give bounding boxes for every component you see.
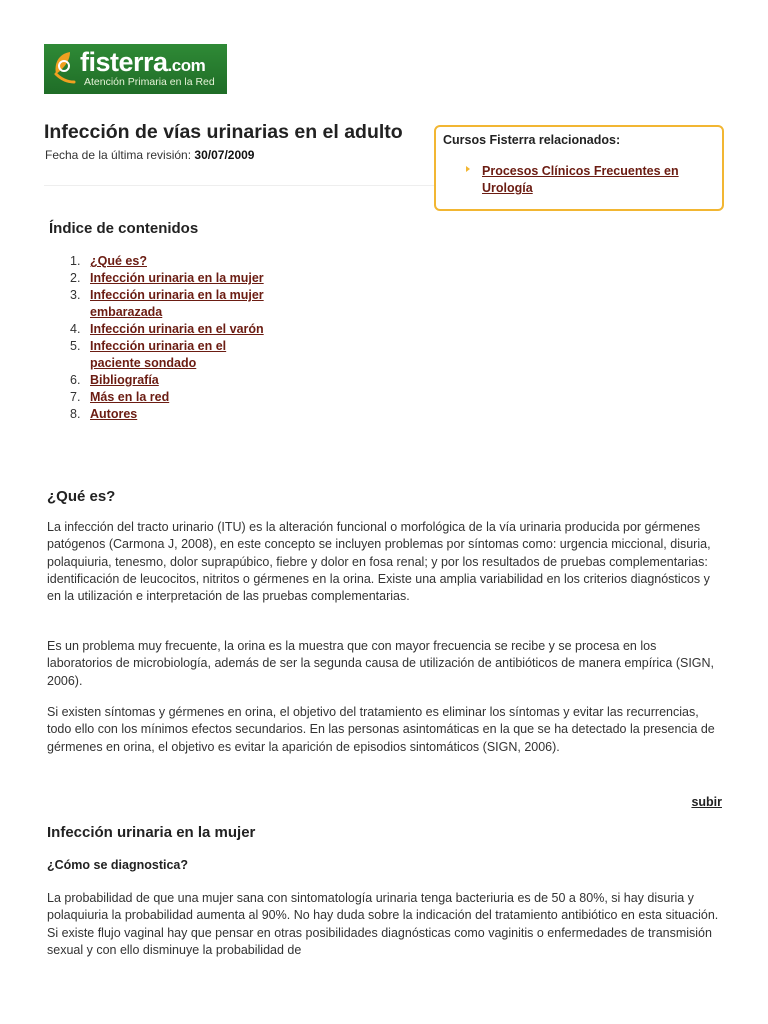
title-divider	[44, 185, 444, 186]
toc-item	[70, 287, 270, 321]
toc-item	[70, 270, 270, 287]
paragraph-frequency: Es un problema muy frecuente, la orina es la muestra que con mayor frecuencia se recibe y se procesa en los laboratorios de microbiología, además de ser la segunda causa de utilización de antibióticos de manera empírica (SIGN, 2006).	[47, 639, 715, 688]
toc-item	[70, 372, 270, 389]
toc-link-embarazada[interactable]: Infección urinaria en la mujer embarazada	[90, 288, 264, 319]
page-title: Infección de vías urinarias en el adulto	[44, 121, 403, 143]
review-date	[45, 148, 254, 162]
toc-item	[70, 406, 270, 423]
paragraph-diagnostico: La probabilidad de que una mujer sana con sintomatología urinaria tenga bacteriuria es de 50 a 80%, si hay disuria y polaquiuria la probabilidad aumenta al 90%. No hay duda sobre la indicación del tratamiento antibiótico en esta situación. Si existe flujo vaginal hay que pensar en otras posibilidades diagnósticas como vaginitis o enfermedades de transmisión sexual y con ello disminuye la probabilidad de	[47, 891, 719, 957]
toc-number: 3.	[70, 288, 81, 302]
toc-number: 6.	[70, 373, 81, 387]
logo-name: fisterra	[80, 47, 168, 77]
bullet-arrow-icon	[466, 166, 470, 172]
toc-link-mas-en-la-red[interactable]: Más en la red	[90, 390, 170, 404]
toc-number: 8.	[70, 407, 81, 421]
toc-number: 4.	[70, 322, 81, 336]
logo-domain-suffix: .com	[167, 56, 206, 75]
course-link-urologia[interactable]: Procesos Clínicos Frecuentes en Urología	[482, 164, 679, 195]
subheading-diagnostico: ¿Cómo se diagnostica?	[47, 858, 188, 872]
toc-number: 2.	[70, 271, 81, 285]
toc-item	[70, 389, 270, 406]
related-courses-box	[434, 125, 724, 211]
toc-number: 7.	[70, 390, 81, 404]
section-heading-mujer: Infección urinaria en la mujer	[47, 824, 256, 841]
toc-link-autores[interactable]: Autores	[90, 407, 138, 421]
back-to-top-link[interactable]: subir	[691, 795, 722, 809]
section-heading-que-es: ¿Qué es?	[47, 488, 116, 505]
table-of-contents	[70, 253, 270, 423]
paragraph-definition: La infección del tracto urinario (ITU) es la alteración funcional o morfológica de la vía urinaria producida por gérmenes patógenos (Carmona J, 2008), en este concepto se incluyen problemas por síntomas como: urgencia miccional, disuria, polaquiuria, tenesmo, dolor suprapúbico, fiebre y dolor en fosa renal; y por los resultados de pruebas complementarias: identificación de leucocitos, nitritos o gérmenes en la orina. Existe una amplia variabilidad en los criterios diagnósticos y en la utilización e interpretación de las pruebas complementarias.	[47, 520, 711, 604]
review-date-value: 30/07/2009	[194, 148, 255, 162]
toc-number: 1.	[70, 254, 81, 268]
logo-tagline: Atención Primaria en la Red	[84, 76, 215, 88]
fisterra-logo[interactable]	[44, 44, 227, 94]
toc-link-sondado[interactable]: Infección urinaria en el paciente sondado	[90, 339, 227, 370]
toc-link-mujer[interactable]: Infección urinaria en la mujer	[90, 271, 264, 285]
toc-item	[70, 338, 270, 372]
fisterra-leaf-icon	[50, 48, 78, 88]
index-title: Índice de contenidos	[49, 220, 199, 237]
toc-link-bibliografia[interactable]: Bibliografía	[90, 373, 159, 387]
toc-number: 5.	[70, 339, 81, 353]
toc-link-varon[interactable]: Infección urinaria en el varón	[90, 322, 264, 336]
toc-link-que-es[interactable]: ¿Qué es?	[90, 254, 147, 268]
paragraph-objective: Si existen síntomas y gérmenes en orina, el objetivo del tratamiento es eliminar los síntomas y evitar las recurrencias, todo ello con los mínimos efectos secundarios. En las personas asintomáticas en la que se ha detectado la presencia de gérmenes en orina, el objetivo es evitar la aparición de episodios sintomáticos (SIGN, 2006).	[47, 705, 715, 754]
toc-item	[70, 253, 270, 270]
review-label: Fecha de la última revisión:	[45, 148, 192, 162]
related-courses-title: Cursos Fisterra relacionados:	[443, 133, 621, 147]
toc-item	[70, 321, 270, 338]
